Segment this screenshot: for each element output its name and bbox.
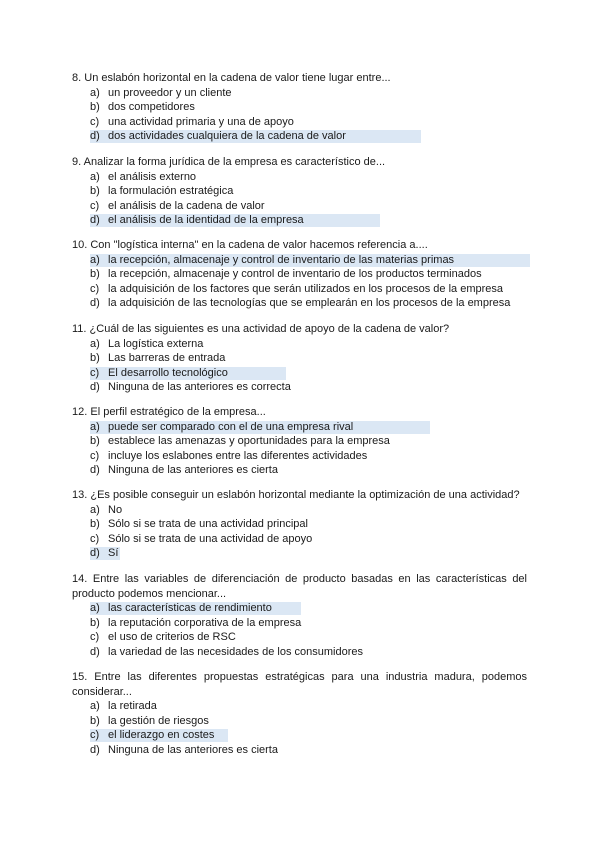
- option-a: a) un proveedor y un cliente: [90, 86, 232, 99]
- option-d-correct: d) dos actividades cualquiera de la cadena de valor: [72, 129, 527, 144]
- option-b: b) la gestión de riesgos: [90, 714, 209, 727]
- option-c: c) Sólo si se trata de una actividad de apoyo: [90, 532, 313, 545]
- option-b: b) Sólo si se trata de una actividad principal: [90, 518, 308, 531]
- options-list: [72, 601, 527, 659]
- option-a: a) el análisis externo: [90, 170, 197, 183]
- option-c: c) el uso de criterios de RSC: [90, 631, 236, 644]
- option-d: d) Ninguna de las anteriores es cierta: [90, 464, 278, 477]
- question-9: [72, 155, 527, 228]
- options-list: [72, 253, 527, 311]
- option-a-correct: a) la recepción, almacenaje y control de inventario de las materias primas: [72, 253, 527, 268]
- option-b: b) Las barreras de entrada: [90, 352, 226, 365]
- option-d: d) Ninguna de las anteriores es cierta: [90, 743, 278, 756]
- options-list: [72, 420, 527, 478]
- option-b: b) dos competidores: [90, 101, 195, 114]
- option-a-correct: a) las características de rendimiento: [72, 601, 527, 616]
- option-b: b) establece las amenazas y oportunidades para la empresa: [90, 435, 390, 448]
- question-stem: 8. Un eslabón horizontal en la cadena de valor tiene lugar entre...: [72, 72, 391, 84]
- question-14: [72, 572, 527, 660]
- option-c: c) el análisis de la cadena de valor: [90, 199, 265, 212]
- question-15: [72, 670, 527, 758]
- options-list: [72, 170, 527, 228]
- option-d: d) la variedad de las necesidades de los consumidores: [90, 645, 363, 658]
- question-stem: 12. El perfil estratégico de la empresa...: [72, 406, 266, 418]
- question-10: [72, 238, 527, 311]
- option-a: a) No: [90, 503, 123, 516]
- options-list: [72, 503, 527, 561]
- question-stem: 13. ¿Es posible conseguir un eslabón horizontal mediante la optimización de una actividad?: [72, 489, 520, 501]
- option-a-correct: a) puede ser comparado con el de una empresa rival: [72, 420, 527, 435]
- option-c: c) incluye los eslabones entre las diferentes actividades: [90, 449, 368, 462]
- question-13: [72, 488, 527, 561]
- options-list: [72, 699, 527, 757]
- option-a: a) la retirada: [90, 700, 157, 713]
- question-stem: 10. Con "logística interna" en la cadena de valor hacemos referencia a....: [72, 239, 428, 251]
- option-d-correct: d) Sí: [90, 547, 119, 560]
- option-d: d) Ninguna de las anteriores es correcta: [90, 381, 291, 394]
- question-11: [72, 322, 527, 395]
- option-a: a) La logística externa: [90, 337, 204, 350]
- option-b: b) la formulación estratégica: [90, 185, 234, 198]
- question-stem: 15. Entre las diferentes propuestas estratégicas para una industria madura, podemos considerar...: [72, 671, 528, 698]
- option-b: b) la reputación corporativa de la empresa: [90, 616, 302, 629]
- question-stem: 14. Entre las variables de diferenciación de producto basadas en las características del producto podemos mencionar...: [72, 573, 527, 600]
- option-c: c) la adquisición de los factores que serán utilizados en los procesos de la empresa: [90, 282, 504, 295]
- option-d-correct: d) el análisis de la identidad de la empresa: [72, 213, 527, 228]
- options-list: [72, 337, 527, 395]
- option-c: c) una actividad primaria y una de apoyo: [90, 115, 294, 128]
- options-list: [72, 86, 527, 144]
- question-stem: 9. Analizar la forma jurídica de la empresa es característico de...: [72, 156, 386, 168]
- option-c-correct: c) el liderazgo en costes: [72, 728, 527, 743]
- option-c-correct: c) El desarrollo tecnológico: [72, 366, 527, 381]
- question-stem: 11. ¿Cuál de las siguientes es una actividad de apoyo de la cadena de valor?: [72, 323, 450, 335]
- option-b: b) la recepción, almacenaje y control de inventario de los productos terminados: [90, 268, 482, 281]
- question-8: [72, 71, 527, 144]
- option-d: d) la adquisición de las tecnologías que se emplearán en los procesos de la empresa: [90, 297, 511, 310]
- question-12: [72, 405, 527, 478]
